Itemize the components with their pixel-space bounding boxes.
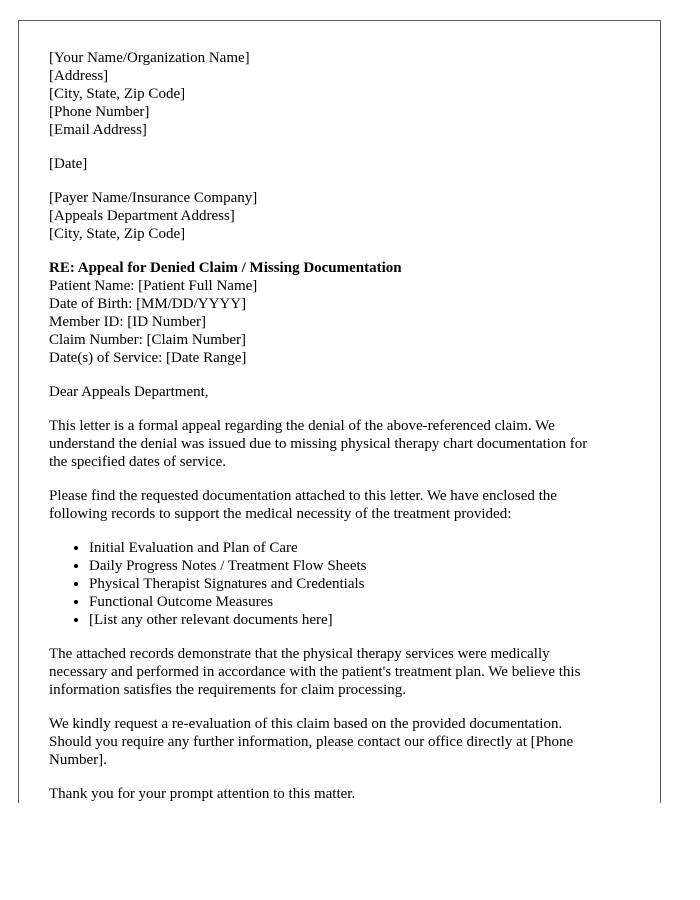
paragraph-thank-you bbox=[49, 785, 639, 803]
salutation-text: Dear Appeals Department, bbox=[49, 384, 209, 400]
sender-name: [Your Name/Organization Name] bbox=[49, 50, 250, 66]
documents-list bbox=[49, 539, 639, 629]
list-item: • Daily Progress Notes / Treatment Flow Sheets bbox=[89, 557, 639, 575]
letter-date: [Date] bbox=[49, 156, 88, 172]
paragraph-line: the specified dates of service. bbox=[49, 454, 227, 470]
paragraph-documentation bbox=[49, 487, 639, 523]
paragraph-medical-necessity bbox=[49, 645, 639, 699]
subject-block bbox=[49, 259, 639, 367]
sender-email: [Email Address] bbox=[49, 122, 147, 138]
paragraph-line: following records to support the medical necessity of the treatment provided: bbox=[49, 506, 512, 522]
paragraph-line: Number]. bbox=[49, 752, 107, 768]
recipient-city-state-zip: [City, State, Zip Code] bbox=[49, 226, 186, 242]
date-block bbox=[49, 155, 639, 173]
paragraph-line: The attached records demonstrate that the physical therapy services were medically bbox=[49, 646, 550, 662]
list-item: • [List any other relevant documents here] bbox=[89, 611, 639, 629]
list-item: • Initial Evaluation and Plan of Care bbox=[89, 539, 639, 557]
sender-address: [Address] bbox=[49, 68, 109, 84]
sender-city-state-zip: [City, State, Zip Code] bbox=[49, 86, 186, 102]
letter-page bbox=[18, 20, 661, 803]
date-of-birth-line: Date of Birth: [MM/DD/YYYY] bbox=[49, 296, 247, 312]
paragraph-reevaluation-request bbox=[49, 715, 639, 769]
paragraph-line: necessary and performed in accordance with the patient's treatment plan. We believe this bbox=[49, 664, 581, 680]
paragraph-appeal-intro bbox=[49, 417, 639, 471]
paragraph-line: Thank you for your prompt attention to this matter. bbox=[49, 786, 356, 802]
recipient-block bbox=[49, 189, 639, 243]
paragraph-line: understand the denial was issued due to missing physical therapy chart documentation for bbox=[49, 436, 588, 452]
recipient-address: [Appeals Department Address] bbox=[49, 208, 235, 224]
salutation bbox=[49, 383, 639, 401]
paragraph-line: information satisfies the requirements for claim processing. bbox=[49, 682, 406, 698]
member-id-line: Member ID: [ID Number] bbox=[49, 314, 207, 330]
paragraph-line: We kindly request a re-evaluation of this claim based on the provided documentation. bbox=[49, 716, 563, 732]
recipient-name: [Payer Name/Insurance Company] bbox=[49, 190, 258, 206]
list-item: • Physical Therapist Signatures and Credentials bbox=[89, 575, 639, 593]
paragraph-line: Should you require any further information, please contact our office directly at [Phone bbox=[49, 734, 574, 750]
sender-phone: [Phone Number] bbox=[49, 104, 150, 120]
dates-of-service-line: Date(s) of Service: [Date Range] bbox=[49, 350, 247, 366]
patient-name-line: Patient Name: [Patient Full Name] bbox=[49, 278, 258, 294]
subject-re-line: RE: Appeal for Denied Claim / Missing Documentation bbox=[49, 260, 402, 276]
paragraph-line: Please find the requested documentation attached to this letter. We have enclosed the bbox=[49, 488, 557, 504]
paragraph-line: This letter is a formal appeal regarding the denial of the above-referenced claim. We bbox=[49, 418, 555, 434]
list-item: • Functional Outcome Measures bbox=[89, 593, 639, 611]
sender-block bbox=[49, 49, 639, 139]
claim-number-line: Claim Number: [Claim Number] bbox=[49, 332, 247, 348]
letter-content bbox=[49, 49, 639, 803]
